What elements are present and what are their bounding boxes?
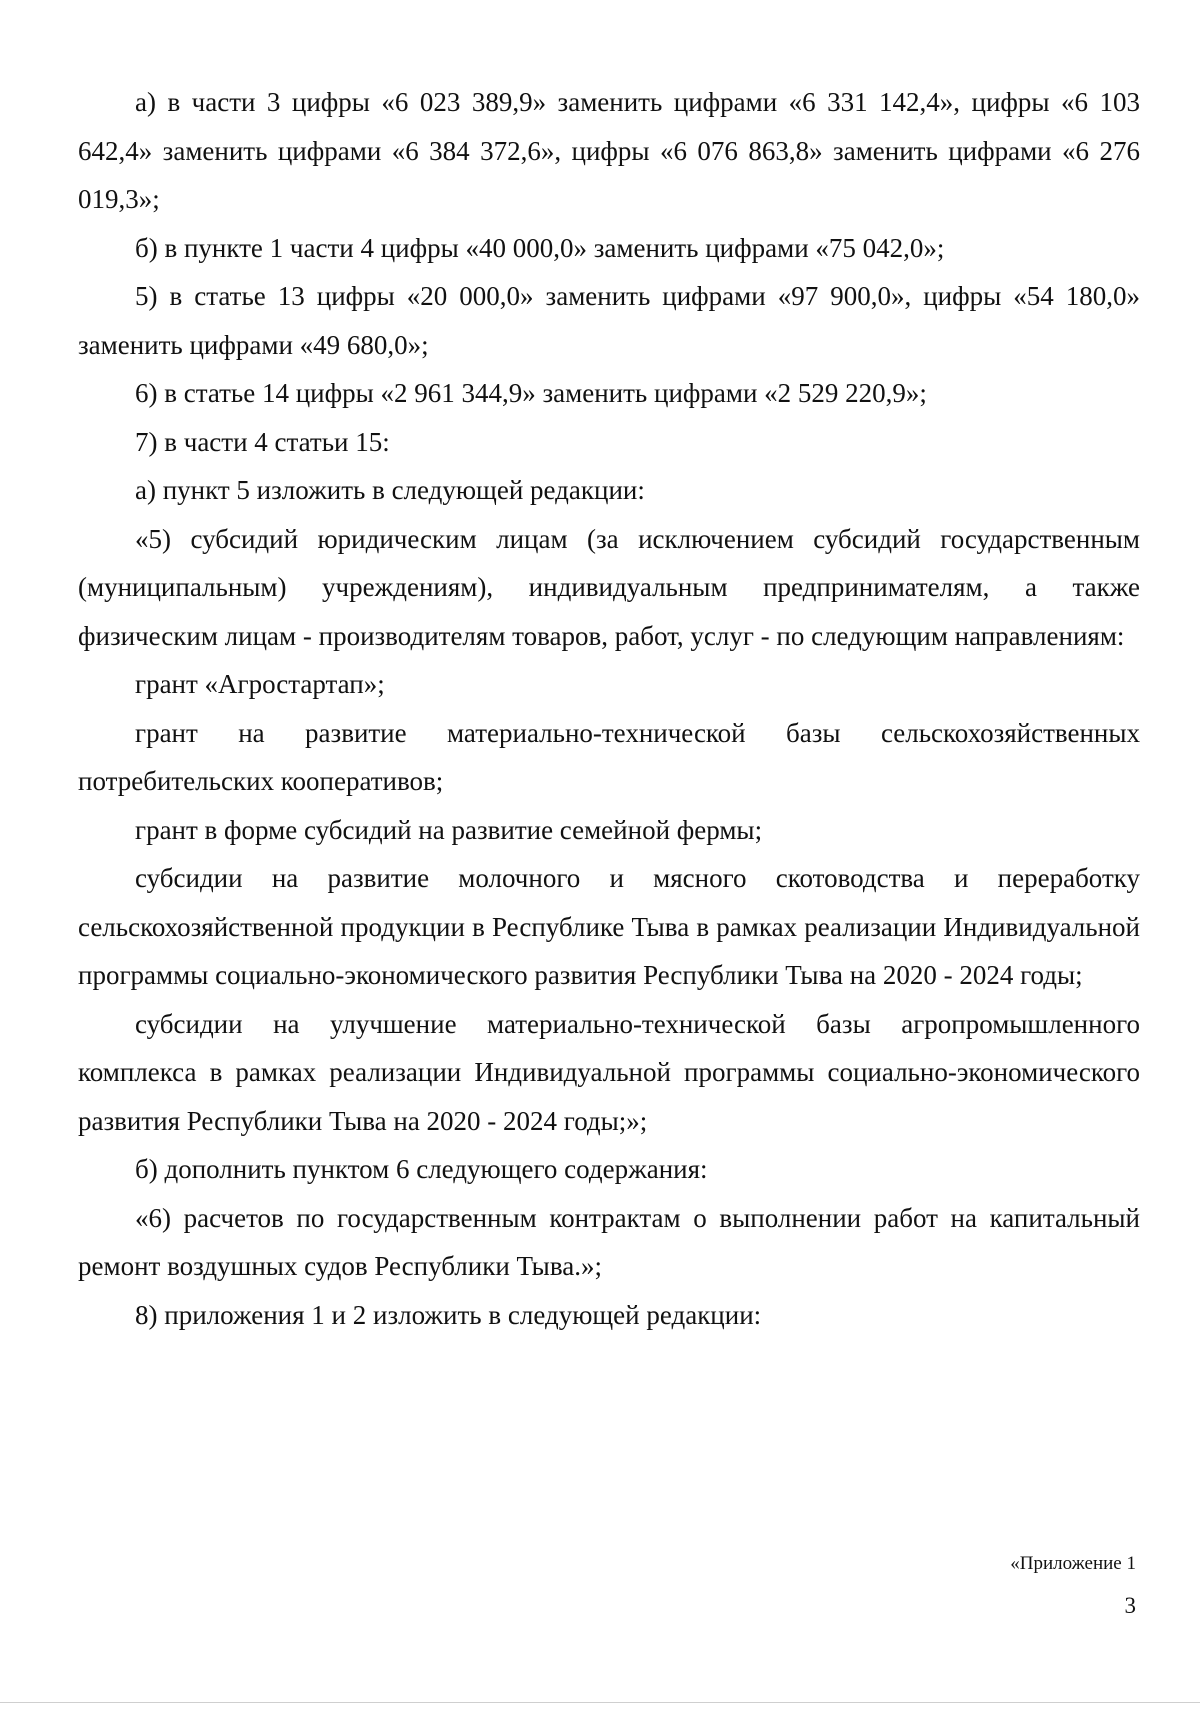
page-bottom-edge (0, 1702, 1200, 1703)
paragraph-item6-article14: 6) в статье 14 цифры «2 961 344,9» заменить цифрами «2 529 220,9»; (135, 378, 927, 408)
paragraph-grant-family-farm: грант в форме субсидий на развитие семейной фермы; (135, 814, 763, 845)
paragraph-point5-text: «5) субсидий юридическим лицам (за исключением субсидий государственным (муниципальным) учреждениям), индивидуальным предпринимателям, а также физическим лицам - производителям товаров, работ, услуг - по следующим направлениям: (78, 523, 1140, 651)
paragraph-item5-article13: 5) в статье 13 цифры «20 000,0» заменить цифрами «97 900,0», цифры «54 180,0» заменить цифрами «49 680,0»; (78, 281, 1140, 360)
appendix-label: «Приложение 1 (1010, 1553, 1136, 1574)
paragraph-point6-text: «6) расчетов по государственным контрактам о выполнении работ на капитальный ремонт воздушных судов Республики Тыва.»; (78, 1202, 1140, 1281)
paragraph-grant-cooperatives: грант на развитие материально-технической базы сельскохозяйственных потребительских кооперативов; (78, 717, 1140, 796)
paragraph-amend-part3: а) в части 3 цифры «6 023 389,9» заменить цифрами «6 331 142,4», цифры «6 103 642,4» заменить цифрами «6 384 372,6», цифры «6 076 863,8» заменить цифрами «6 276 019,3»; (78, 87, 1140, 214)
paragraph-subsidy-agro-base: субсидии на улучшение материально-технической базы агропромышленного комплекса в рамках реализации Индивидуальной программы социально-экономического развития Республики Тыва на 2020 - 2024 годы;»; (78, 1008, 1140, 1136)
paragraph-amend-point1-part4: б) в пункте 1 части 4 цифры «40 000,0» заменить цифрами «75 042,0»; (135, 232, 945, 263)
paragraph-item7-article15: 7) в части 4 статьи 15: (135, 426, 390, 457)
paragraph-point6-intro: б) дополнить пунктом 6 следующего содержания: (135, 1154, 708, 1184)
paragraph-item8-appendices: 8) приложения 1 и 2 изложить в следующей редакции: (135, 1299, 762, 1330)
page-number: 3 (1124, 1593, 1136, 1618)
document-body (78, 78, 1140, 1339)
paragraph-point5-intro: а) пункт 5 изложить в следующей редакции: (135, 475, 645, 505)
paragraph-grant-agrostartap: грант «Агростартап»; (135, 669, 385, 699)
paragraph-subsidy-livestock: субсидии на развитие молочного и мясного скотоводства и переработку сельскохозяйственной продукции в Республике Тыва в рамках реализации Индивидуальной программы социально-экономического развития Республики Тыва на 2020 - 2024 годы; (78, 863, 1140, 990)
